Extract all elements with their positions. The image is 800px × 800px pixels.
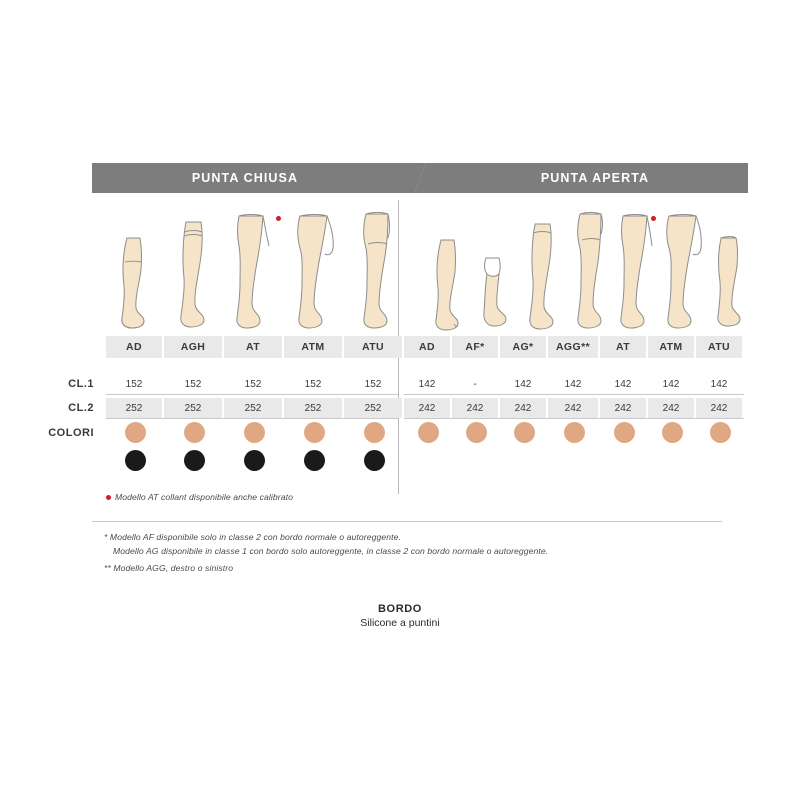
leg-illustration-atm-closed xyxy=(286,200,348,332)
leg-icon xyxy=(291,212,343,332)
cell-cl2-af-open: 242 xyxy=(452,398,500,418)
calibrated-marker-dot xyxy=(651,216,656,221)
leg-icon xyxy=(113,236,157,332)
leg-illustration-af-open xyxy=(471,200,518,332)
color-swatch-black xyxy=(184,450,205,471)
model-header-atm-open: ATM xyxy=(648,336,696,358)
cell-cl1-at-closed: 152 xyxy=(224,374,284,394)
model-header-agg-open: AGG** xyxy=(548,336,600,358)
cell-cl2-agg-open: 242 xyxy=(548,398,600,418)
color-swatch-black xyxy=(244,450,265,471)
band-label-open-toe: PUNTA APERTA xyxy=(442,163,748,193)
leg-icon xyxy=(475,256,515,332)
color-swatch-black xyxy=(304,450,325,471)
leg-illustration-atm-open xyxy=(659,200,706,332)
leg-icon xyxy=(428,238,468,332)
color-swatch-beige xyxy=(364,422,385,443)
color-swatch-beige xyxy=(304,422,325,443)
leg-icon xyxy=(567,210,611,332)
swatch-row-black-closed xyxy=(106,450,404,471)
model-header-ad-open: AD xyxy=(404,336,452,358)
swatch-row-beige-open xyxy=(404,422,744,443)
cell-cl1-af-open: - xyxy=(452,374,500,394)
cell-cl2-agh-closed: 252 xyxy=(164,398,224,418)
color-swatch-beige xyxy=(614,422,635,443)
cell-cl1-atu-open: 142 xyxy=(696,374,744,394)
cell-cl2-atu-closed: 252 xyxy=(344,398,404,418)
model-header-ad-closed: AD xyxy=(106,336,164,358)
leg-illustration-ad-closed xyxy=(106,200,164,332)
color-swatch-beige xyxy=(514,422,535,443)
cell-cl1-atm-closed: 152 xyxy=(284,374,344,394)
leg-illustration-atu-closed xyxy=(348,200,410,332)
note-ag: Modello AG disponibile in classe 1 con bordo solo autoreggente, in classe 2 con bordo normale o autoreggente. xyxy=(113,546,549,556)
leg-icon xyxy=(613,212,659,332)
data-row-cl1-closed xyxy=(106,374,404,394)
model-header-atm-closed: ATM xyxy=(284,336,344,358)
swatch-cell xyxy=(648,422,696,443)
swatch-cell xyxy=(164,450,224,471)
row-rule-3 xyxy=(106,418,398,419)
model-header-atu-closed: ATU xyxy=(344,336,404,358)
color-swatch-beige xyxy=(466,422,487,443)
swatch-cell xyxy=(404,422,452,443)
model-header-atu-open: ATU xyxy=(696,336,744,358)
leg-illustration-agg-open xyxy=(565,200,612,332)
swatch-cell xyxy=(224,450,284,471)
color-swatch-beige xyxy=(418,422,439,443)
swatch-row-beige-closed xyxy=(106,422,404,443)
color-swatch-beige xyxy=(184,422,205,443)
swatch-cell xyxy=(452,422,500,443)
cell-cl2-ad-open: 242 xyxy=(404,398,452,418)
note-af: * Modello AF disponibile solo in classe 2 con bordo normale o autoreggente. xyxy=(104,532,402,542)
model-header-at-open: AT xyxy=(600,336,648,358)
swatch-cell xyxy=(106,422,164,443)
cell-cl2-atu-open: 242 xyxy=(696,398,744,418)
leg-icon xyxy=(521,222,563,332)
cell-cl2-atm-closed: 252 xyxy=(284,398,344,418)
leg-illustration-at-open xyxy=(612,200,659,332)
swatch-cell xyxy=(696,422,744,443)
cell-cl2-ad-closed: 252 xyxy=(106,398,164,418)
footer-subtitle: Silicone a puntini xyxy=(360,617,440,629)
note-calibrated xyxy=(106,492,293,502)
swatch-cell xyxy=(344,422,404,443)
leg-icon xyxy=(229,212,281,332)
swatch-cell xyxy=(284,422,344,443)
note-agg: ** Modello AGG, destro o sinistro xyxy=(104,563,234,573)
row-label-cl1: CL.1 xyxy=(68,378,94,390)
red-dot-icon xyxy=(106,495,111,500)
cell-cl1-at-open: 142 xyxy=(600,374,648,394)
swatch-cell xyxy=(548,422,600,443)
leg-icon xyxy=(354,210,404,332)
model-header-agh-closed: AGH xyxy=(164,336,224,358)
swatch-cell xyxy=(284,450,344,471)
data-row-cl1-open xyxy=(404,374,744,394)
band-separator xyxy=(398,163,442,193)
model-header-ag-open: AG* xyxy=(500,336,548,358)
section-header-band xyxy=(92,163,748,193)
row-label-colori: COLORI xyxy=(48,427,94,439)
color-swatch-beige xyxy=(125,422,146,443)
color-swatch-beige xyxy=(564,422,585,443)
color-swatch-beige xyxy=(710,422,731,443)
model-header-row-closed xyxy=(106,336,404,358)
illustration-group-open-toe xyxy=(424,200,753,332)
leg-icon xyxy=(709,232,751,332)
leg-illustration-at-closed xyxy=(224,200,286,332)
swatch-cell xyxy=(600,422,648,443)
leg-illustration-ad-open xyxy=(424,200,471,332)
swatch-cell xyxy=(500,422,548,443)
illustration-area xyxy=(92,200,748,332)
swatch-cell xyxy=(344,450,404,471)
swatch-cell xyxy=(106,450,164,471)
data-row-cl2-open xyxy=(404,398,744,418)
cell-cl1-ad-closed: 152 xyxy=(106,374,164,394)
color-swatch-black xyxy=(364,450,385,471)
cell-cl1-ag-open: 142 xyxy=(500,374,548,394)
model-header-af-open: AF* xyxy=(452,336,500,358)
row-rule-4 xyxy=(404,418,744,419)
footer-block xyxy=(0,603,800,629)
cell-cl2-atm-open: 242 xyxy=(648,398,696,418)
leg-icon xyxy=(660,212,706,332)
calibrated-marker-dot xyxy=(276,216,281,221)
cell-cl2-at-closed: 252 xyxy=(224,398,284,418)
leg-icon xyxy=(171,220,217,332)
cell-cl1-agh-closed: 152 xyxy=(164,374,224,394)
cell-cl2-at-open: 242 xyxy=(600,398,648,418)
row-rule-2 xyxy=(404,394,744,395)
band-label-closed-toe: PUNTA CHIUSA xyxy=(92,163,398,193)
model-header-row-open xyxy=(404,336,744,358)
color-swatch-black xyxy=(125,450,146,471)
notes-rule xyxy=(92,521,722,522)
cell-cl2-ag-open: 242 xyxy=(500,398,548,418)
illustration-group-closed-toe xyxy=(106,200,410,332)
color-swatch-beige xyxy=(244,422,265,443)
leg-illustration-ag-open xyxy=(518,200,565,332)
cell-cl1-atu-closed: 152 xyxy=(344,374,404,394)
cell-cl1-atm-open: 142 xyxy=(648,374,696,394)
color-swatch-beige xyxy=(662,422,683,443)
data-row-cl2-closed xyxy=(106,398,404,418)
cell-cl1-agg-open: 142 xyxy=(548,374,600,394)
footer-title: BORDO xyxy=(378,603,422,615)
model-header-at-closed: AT xyxy=(224,336,284,358)
leg-illustration-atu-open xyxy=(706,200,753,332)
cell-cl1-ad-open: 142 xyxy=(404,374,452,394)
row-label-cl2: CL.2 xyxy=(68,402,94,414)
note-calibrated-text: Modello AT collant disponibile anche calibrato xyxy=(115,492,294,502)
swatch-cell xyxy=(224,422,284,443)
leg-illustration-agh-closed xyxy=(164,200,224,332)
swatch-cell xyxy=(164,422,224,443)
row-rule-1 xyxy=(106,394,398,395)
